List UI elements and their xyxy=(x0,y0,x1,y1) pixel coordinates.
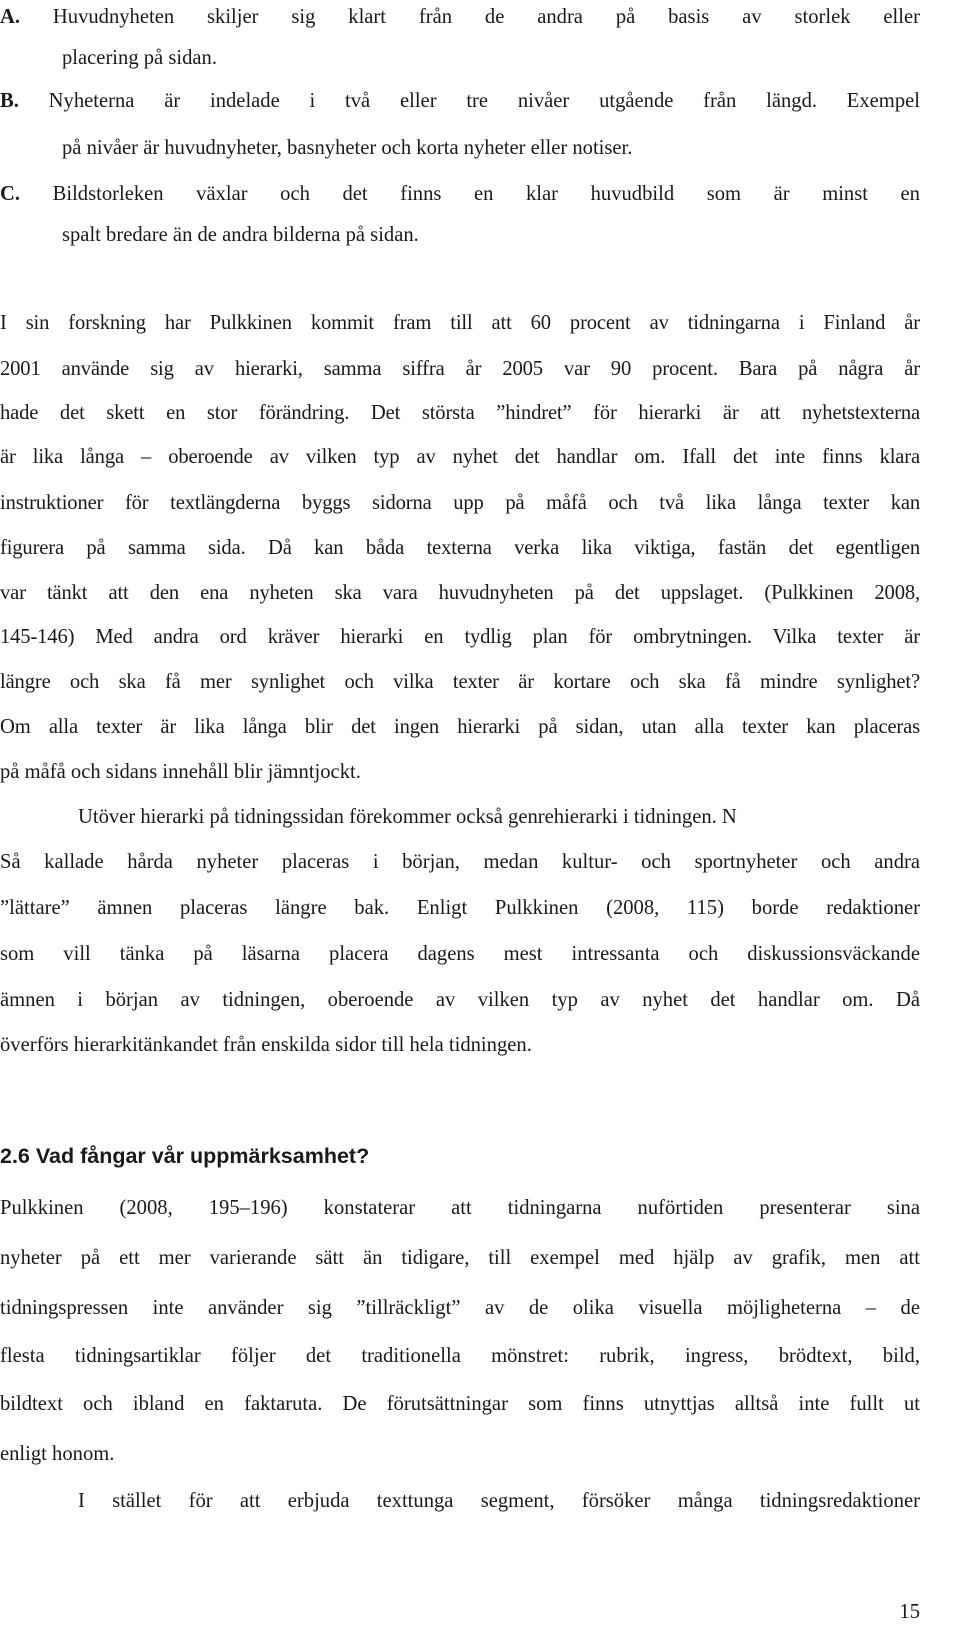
list-item-a xyxy=(0,4,920,30)
list-item-c xyxy=(0,181,920,207)
paragraph-line: nyheter på ett mer varierande sätt än tidigare, till exempel med hjälp av grafik, men att xyxy=(0,1247,920,1269)
list-item-b-cont: på nivåer är huvudnyheter, basnyheter och korta nyheter eller notiser. xyxy=(62,137,633,159)
paragraph-line: bildtext och ibland en faktaruta. De förutsättningar som finns utnyttjas alltså inte fullt ut xyxy=(0,1393,920,1415)
paragraph-line: I sin forskning har Pulkkinen kommit fram till att 60 procent av tidningarna i Finland år xyxy=(0,312,920,334)
page-number: 15 xyxy=(899,1601,920,1623)
paragraph-line: ”lättare” ämnen placeras längre bak. Enligt Pulkkinen (2008, 115) borde redaktioner xyxy=(0,897,920,919)
paragraph-line: flesta tidningsartiklar följer det traditionella mönstret: rubrik, ingress, brödtext, bild, xyxy=(0,1345,920,1367)
paragraph-line: 145-146) Med andra ord kräver hierarki en tydlig plan för ombrytningen. Vilka texter är xyxy=(0,626,920,648)
paragraph-line: Utöver hierarki på tidningssidan förekommer också genrehierarki i tidningen. N xyxy=(78,806,737,828)
list-text: Huvudnyheten skiljer sig klart från de andra på basis av storlek eller xyxy=(52,6,920,28)
list-marker: C. xyxy=(0,183,21,205)
paragraph-line: Om alla texter är lika långa blir det ingen hierarki på sidan, utan alla texter kan placeras xyxy=(0,716,920,738)
list-item-b xyxy=(0,88,920,114)
list-marker: A. xyxy=(0,6,21,28)
paragraph-line: instruktioner för textlängderna byggs sidorna upp på måfå och två lika långa texter kan xyxy=(0,492,920,514)
list-marker: B. xyxy=(0,90,19,112)
paragraph-line: Pulkkinen (2008, 195–196) konstaterar att tidningarna nuförtiden presenterar sina xyxy=(0,1197,920,1219)
paragraph-line: hade det skett en stor förändring. Det största ”hindret” för hierarki är att nyhetstexterna xyxy=(0,402,920,424)
paragraph-line: tidningspressen inte använder sig ”tillräckligt” av de olika visuella möjligheterna – de xyxy=(0,1297,920,1319)
section-heading: 2.6 Vad fångar vår uppmärksamhet? xyxy=(0,1144,370,1168)
list-item-a-cont: placering på sidan. xyxy=(62,47,217,69)
paragraph-line: ämnen i början av tidningen, oberoende av vilken typ av nyhet det handlar om. Då xyxy=(0,989,920,1011)
paragraph-line: överförs hierarkitänkandet från enskilda sidor till hela tidningen. xyxy=(0,1034,532,1056)
paragraph-line: enligt honom. xyxy=(0,1443,115,1465)
paragraph-line: var tänkt att den ena nyheten ska vara huvudnyheten på det uppslaget. (Pulkkinen 2008, xyxy=(0,582,920,604)
paragraph-line: är lika långa – oberoende av vilken typ av nyhet det handlar om. Ifall det inte finns klara xyxy=(0,446,920,468)
paragraph-line: som vill tänka på läsarna placera dagens mest intressanta och diskussionsväckande xyxy=(0,943,920,965)
list-text: Bildstorleken växlar och det finns en klar huvudbild som är minst en xyxy=(52,183,920,205)
paragraph-line: figurera på samma sida. Då kan båda texterna verka lika viktiga, fastän det egentligen xyxy=(0,537,920,559)
paragraph-line: Så kallade hårda nyheter placeras i början, medan kultur- och sportnyheter och andra xyxy=(0,851,920,873)
paragraph-line: längre och ska få mer synlighet och vilka texter är kortare och ska få mindre synlighet? xyxy=(0,671,920,693)
paragraph-line: på måfå och sidans innehåll blir jämntjockt. xyxy=(0,761,361,783)
paragraph-line: I stället för att erbjuda texttunga segment, försöker många tidningsredaktioner xyxy=(78,1490,920,1512)
list-item-c-cont: spalt bredare än de andra bilderna på sidan. xyxy=(62,224,419,246)
paragraph-line: 2001 använde sig av hierarki, samma siffra år 2005 var 90 procent. Bara på några år xyxy=(0,358,920,380)
list-text: Nyheterna är indelade i två eller tre nivåer utgående från längd. Exempel xyxy=(48,90,920,112)
